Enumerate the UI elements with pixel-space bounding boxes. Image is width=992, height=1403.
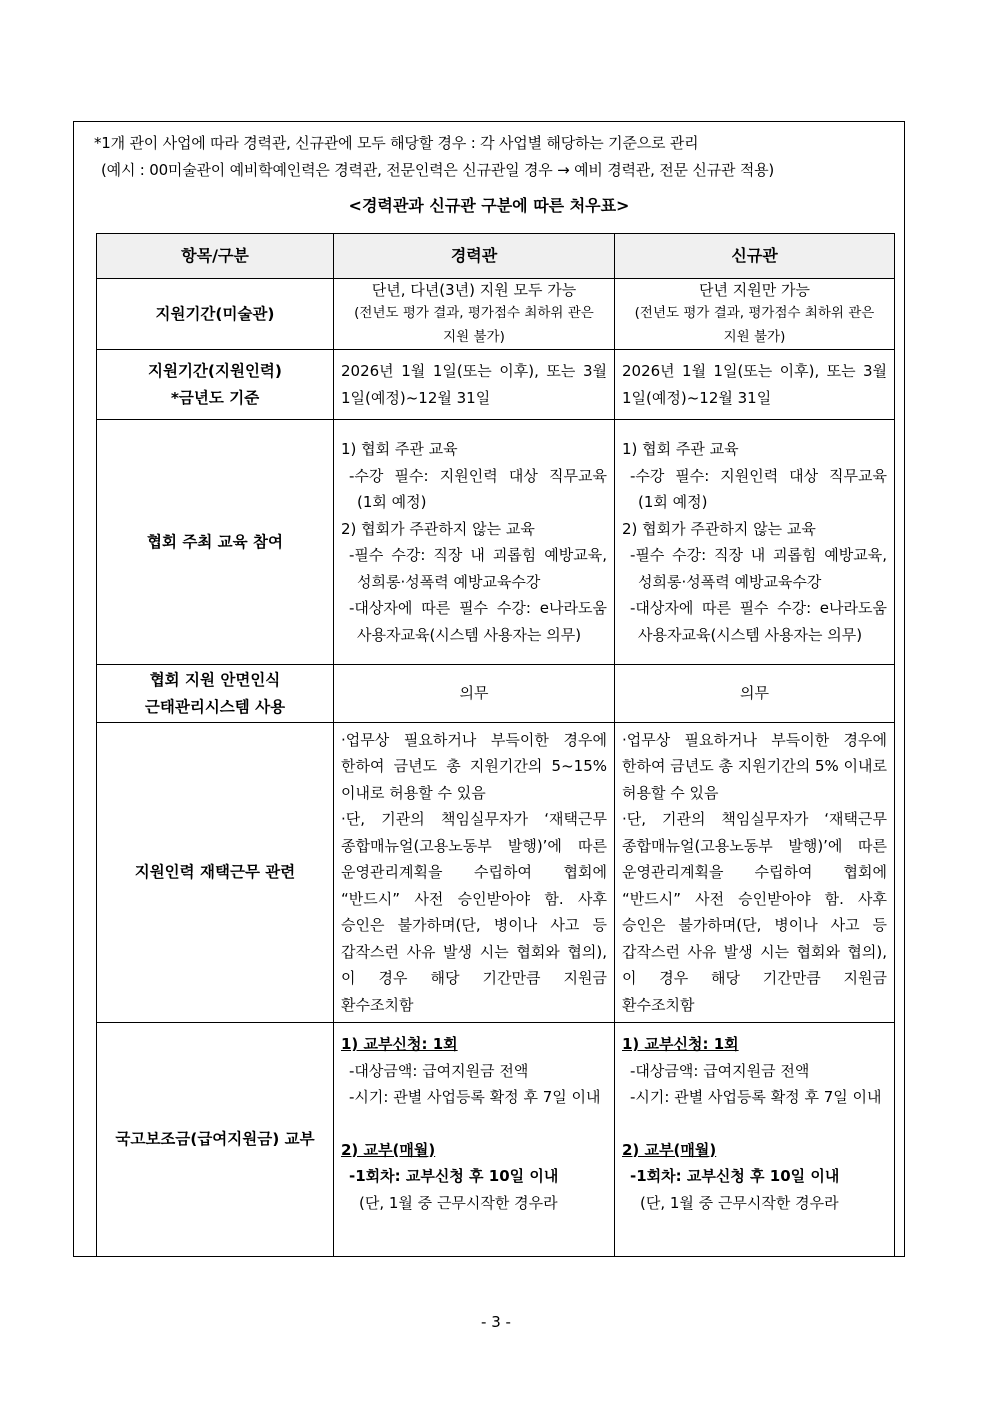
content-frame [73, 121, 905, 1257]
list-item: (단, 1월 중 근무시작한 경우라 [640, 1193, 839, 1212]
row-label-education: 협회 주최 교육 참여 [97, 420, 334, 665]
list-heading: 2) 교부(매월) [622, 1140, 717, 1159]
list-item: -1회차: 교부신청 후 10일 이내 [349, 1167, 559, 1185]
list-item: 1) 협회 주관 교육 [341, 440, 458, 458]
row-label-period-museum: 지원기간(미술관) [97, 279, 334, 350]
spacer [341, 1111, 607, 1137]
treatment-table [96, 233, 895, 1257]
page-number: - 3 - [481, 1313, 511, 1331]
list-item: 2) 협회가 주관하지 않는 교육 [622, 519, 816, 538]
list-heading: 1) 교부신청: 1회 [622, 1035, 739, 1053]
cell-period-museum-experienced [334, 279, 615, 350]
cell-note: (전년도 평가 결과, 평가점수 최하위 관은 지원 불가) [634, 305, 875, 345]
cell-note: (전년도 평가 결과, 평가점수 최하위 관은 지원 불가) [354, 305, 594, 345]
cell-period-museum-new [615, 279, 895, 350]
note-line-1: *1개 관이 사업에 따라 경력관, 신규관에 모두 해당할 경우 : 각 사업별 해당하는 기준으로 관리 [94, 134, 699, 152]
header-category: 항목/구분 [97, 234, 334, 279]
label-line: 지원기간(지원인력) [148, 361, 282, 380]
cell-body [622, 1031, 887, 1249]
row-label-subsidy: 국고보조금(급여지원금) 교부 [97, 1023, 334, 1257]
cell-body [341, 1031, 607, 1249]
cell-subsidy-experienced [334, 1023, 615, 1257]
list-item: -시기: 관별 사업등록 확정 후 7일 이내 [630, 1088, 882, 1106]
cell-period-staff-new: 2026년 1월 1일(또는 이후), 또는 3월 1일(예정)~12월 31일 [615, 350, 895, 420]
row-label-attendance [97, 665, 334, 723]
list-item: -대상금액: 급여지원금 전액 [349, 1061, 529, 1080]
header-new: 신규관 [615, 234, 895, 279]
table-row [97, 665, 895, 723]
list-heading: 1) 교부신청: 1회 [341, 1035, 458, 1053]
cell-remote-new [615, 723, 895, 1023]
row-label-remote: 지원인력 재택근무 관련 [97, 723, 334, 1023]
cell-subsidy-new [615, 1023, 895, 1257]
table-row [97, 279, 895, 350]
list-item: -대상자에 따른 필수 수강: e나라도움 사용자교육(시스템 사용자는 의무) [349, 599, 607, 644]
header-experienced: 경력관 [334, 234, 615, 279]
paragraph: ·업무상 필요하거나 부득이한 경우에 한하여 금년도 총 지원기간의 5~15% 이내로 허용할 수 있음 [341, 730, 607, 802]
table-row [97, 420, 895, 665]
list-heading: 2) 교부(매월) [341, 1140, 436, 1159]
list-item: -1회차: 교부신청 후 10일 이내 [630, 1167, 840, 1185]
cell-text: 단년, 다년(3년) 지원 모두 가능 [371, 281, 577, 299]
table-row [97, 1023, 895, 1257]
cell-text: 단년 지원만 가능 [699, 281, 810, 299]
table-row [97, 723, 895, 1023]
label-line: 근태관리시스템 사용 [144, 697, 286, 716]
note-line-2: (예시 : 00미술관이 예비학예인력은 경력관, 전문인력은 신규관일 경우 → 예비 경력관, 전문 신규관 적용) [101, 161, 775, 179]
spacer [622, 1111, 887, 1137]
list-item: 1) 협회 주관 교육 [622, 440, 739, 458]
cell-attendance-new: 의무 [615, 665, 895, 723]
list-item: -수강 필수: 지원인력 대상 직무교육(1회 예정) [630, 466, 887, 511]
table-header-row [97, 234, 895, 279]
list-item: -대상금액: 급여지원금 전액 [630, 1061, 810, 1080]
paragraph: ·업무상 필요하거나 부득이한 경우에 한하여 금년도 총 지원기간의 5% 이내로 허용할 수 있음 [622, 730, 887, 802]
list-item: -수강 필수: 지원인력 대상 직무교육(1회 예정) [349, 466, 607, 511]
table-title: <경력관과 신규관 구분에 따른 처우표> [348, 196, 630, 215]
list-item: -필수 수강: 직장 내 괴롭힘 예방교육, 성희롱·성폭력 예방교육수강 [349, 546, 607, 591]
list-item: -대상자에 따른 필수 수강: e나라도움 사용자교육(시스템 사용자는 의무) [630, 599, 887, 644]
list-item: (단, 1월 중 근무시작한 경우라 [359, 1193, 558, 1212]
table-row [97, 350, 895, 420]
row-label-period-staff [97, 350, 334, 420]
cell-attendance-experienced: 의무 [334, 665, 615, 723]
cell-education-new [615, 420, 895, 665]
cell-education-experienced [334, 420, 615, 665]
label-line: 협회 지원 안면인식 [149, 670, 281, 689]
list-item: 2) 협회가 주관하지 않는 교육 [341, 519, 535, 538]
paragraph: ·단, 기관의 책임실무자가 ‘재택근무 종합매뉴얼(고용노동부 발행)’에 따른 운영관리계획을 수립하여 협회에 “반드시” 사전 승인받아야 함. 사후 승인은 불가하며(단, 병이나 사고 등 갑작스런 사유 발생 시는 협회와 협의), 이 경우 해당 기간만큼 지원금 환수조치함 [341, 810, 607, 1014]
label-line: *금년도 기준 [170, 388, 260, 407]
cell-remote-experienced [334, 723, 615, 1023]
list-item: -시기: 관별 사업등록 확정 후 7일 이내 [349, 1088, 601, 1106]
cell-period-staff-experienced: 2026년 1월 1일(또는 이후), 또는 3월 1일(예정)~12월 31일 [334, 350, 615, 420]
paragraph: ·단, 기관의 책임실무자가 ‘재택근무 종합매뉴얼(고용노동부 발행)’에 따른 운영관리계획을 수립하여 협회에 “반드시” 사전 승인받아야 함. 사후 승인은 불가하며(단, 병이나 사고 등 갑작스런 사유 발생 시는 협회와 협의), 이 경우 해당 기간만큼 지원금 환수조치함 [622, 810, 887, 1014]
list-item: -필수 수강: 직장 내 괴롭힘 예방교육, 성희롱·성폭력 예방교육수강 [630, 546, 887, 591]
